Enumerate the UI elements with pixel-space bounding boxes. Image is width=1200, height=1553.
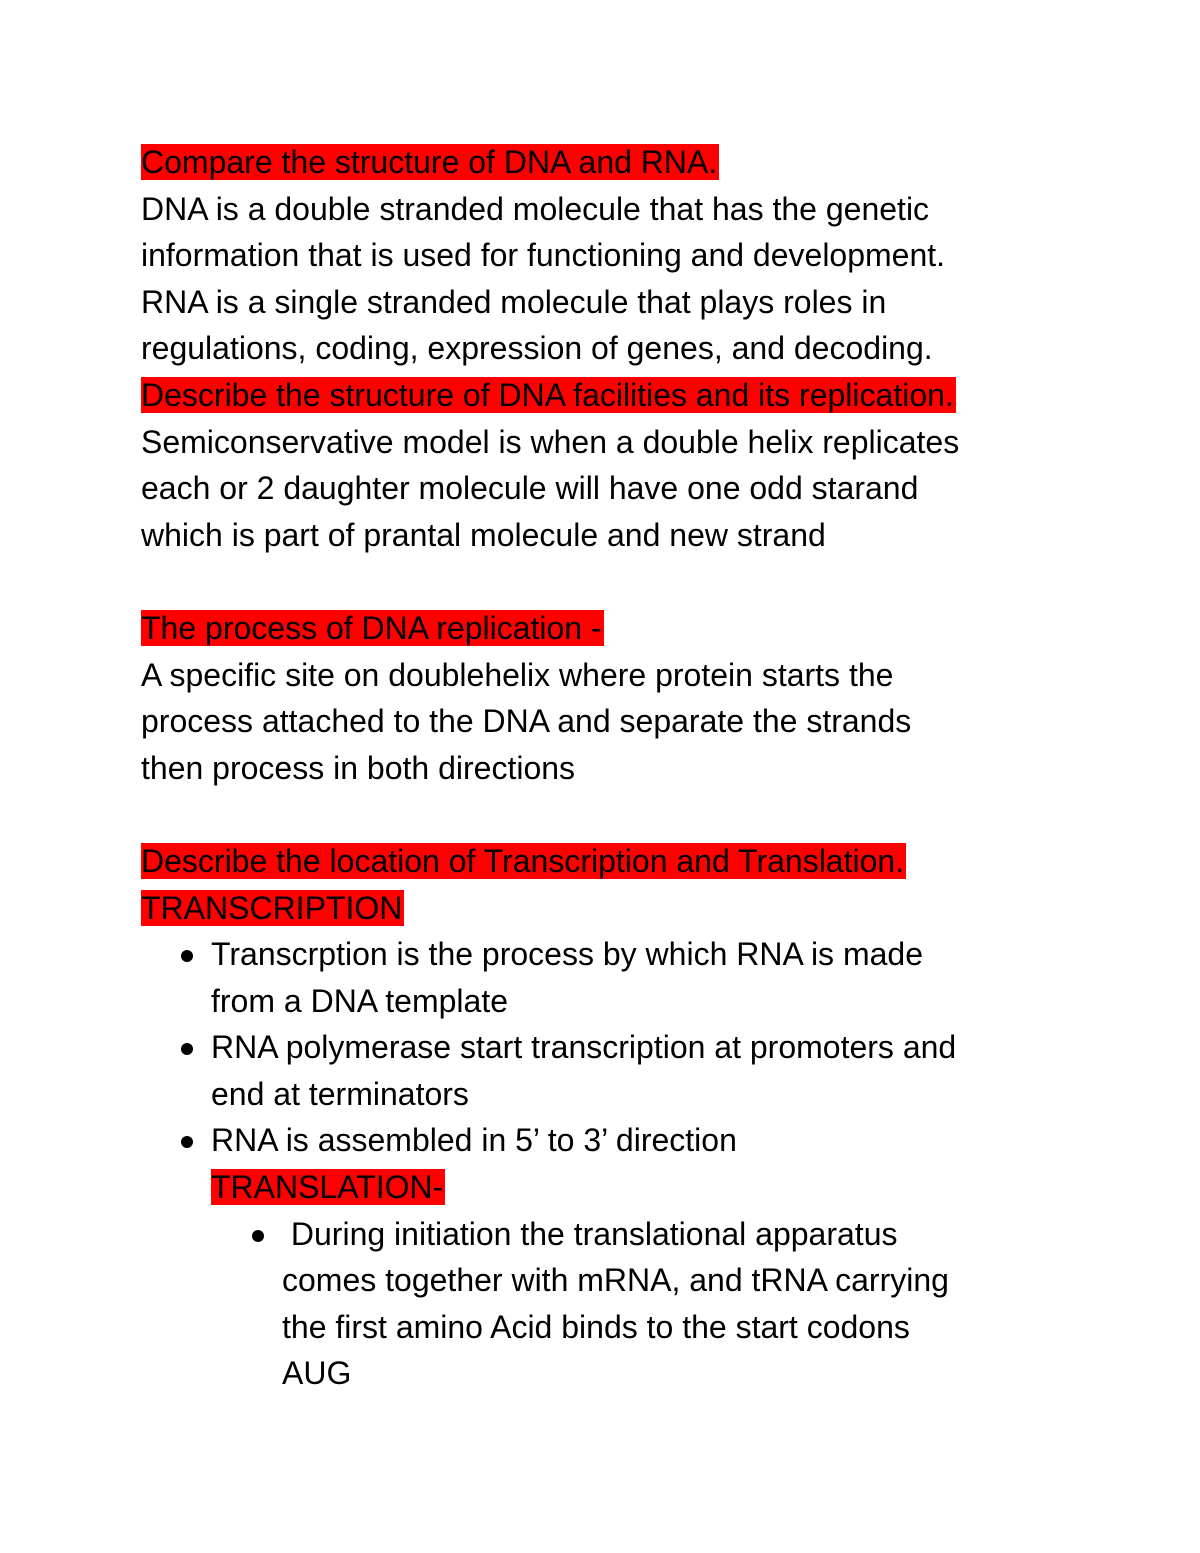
bullet-line: RNA polymerase start transcription at promoters and xyxy=(211,1029,957,1066)
bullet-line: comes together with mRNA, and tRNA carrying xyxy=(282,1262,949,1299)
body-line: process attached to the DNA and separate the strands xyxy=(141,703,912,740)
body-line: each or 2 daughter molecule will have one odd starand xyxy=(141,470,919,507)
body-line: then process in both directions xyxy=(141,749,576,786)
highlighted-heading-text: Describe the location of Transcription and Translation. xyxy=(141,842,905,879)
translation-bullet-list xyxy=(141,1211,1101,1397)
highlighted-heading-text: The process of DNA replication - xyxy=(141,609,602,646)
bullet-line: RNA is assembled in 5’ to 3’ direction xyxy=(211,1122,737,1159)
document-body xyxy=(141,139,1101,1397)
body-line: which is part of prantal molecule and new strand xyxy=(141,516,826,553)
body-line: regulations, coding, expression of genes, and decoding. xyxy=(141,330,933,367)
section-heading-dna-structure-replication xyxy=(141,372,1101,419)
bullet-icon xyxy=(181,950,193,962)
body-line: RNA is a single stranded molecule that plays roles in xyxy=(141,283,887,320)
highlighted-subheading-text: TRANSCRIPTION xyxy=(141,889,403,926)
transcription-bullet-list xyxy=(141,931,1101,1164)
bullet-line: the first amino Acid binds to the start codons xyxy=(282,1308,910,1345)
section-heading-compare-dna-rna xyxy=(141,139,1101,186)
list-item xyxy=(141,1211,1101,1397)
blank-line xyxy=(141,791,1101,838)
subheading-translation xyxy=(141,1164,1101,1211)
highlighted-heading-text: Describe the structure of DNA facilities and its replication. xyxy=(141,376,954,413)
highlighted-subheading-text: TRANSLATION- xyxy=(211,1169,444,1206)
highlighted-heading-text: Compare the structure of DNA and RNA. xyxy=(141,144,718,180)
blank-line xyxy=(141,558,1101,605)
bullet-line: from a DNA template xyxy=(211,982,508,1019)
bullet-line: AUG xyxy=(282,1355,352,1392)
body-line: A specific site on doublehelix where protein starts the xyxy=(141,656,894,693)
bullet-icon xyxy=(181,1043,193,1055)
list-item xyxy=(141,1117,1101,1164)
section-heading-dna-replication-process xyxy=(141,605,1101,652)
bullet-line: end at terminators xyxy=(211,1075,469,1112)
body-line: information that is used for functioning and development. xyxy=(141,237,946,274)
body-line: Semiconservative model is when a double helix replicates xyxy=(141,423,960,460)
list-item xyxy=(141,931,1101,1024)
bullet-icon xyxy=(181,1136,193,1148)
subheading-transcription xyxy=(141,885,1101,932)
body-line: DNA is a double stranded molecule that has the genetic xyxy=(141,190,930,227)
list-item xyxy=(141,1024,1101,1117)
bullet-line: During initiation the translational apparatus xyxy=(282,1215,898,1252)
section-heading-transcription-translation xyxy=(141,838,1101,885)
bullet-icon xyxy=(252,1230,264,1242)
bullet-line: Transcrption is the process by which RNA is made xyxy=(211,936,923,973)
